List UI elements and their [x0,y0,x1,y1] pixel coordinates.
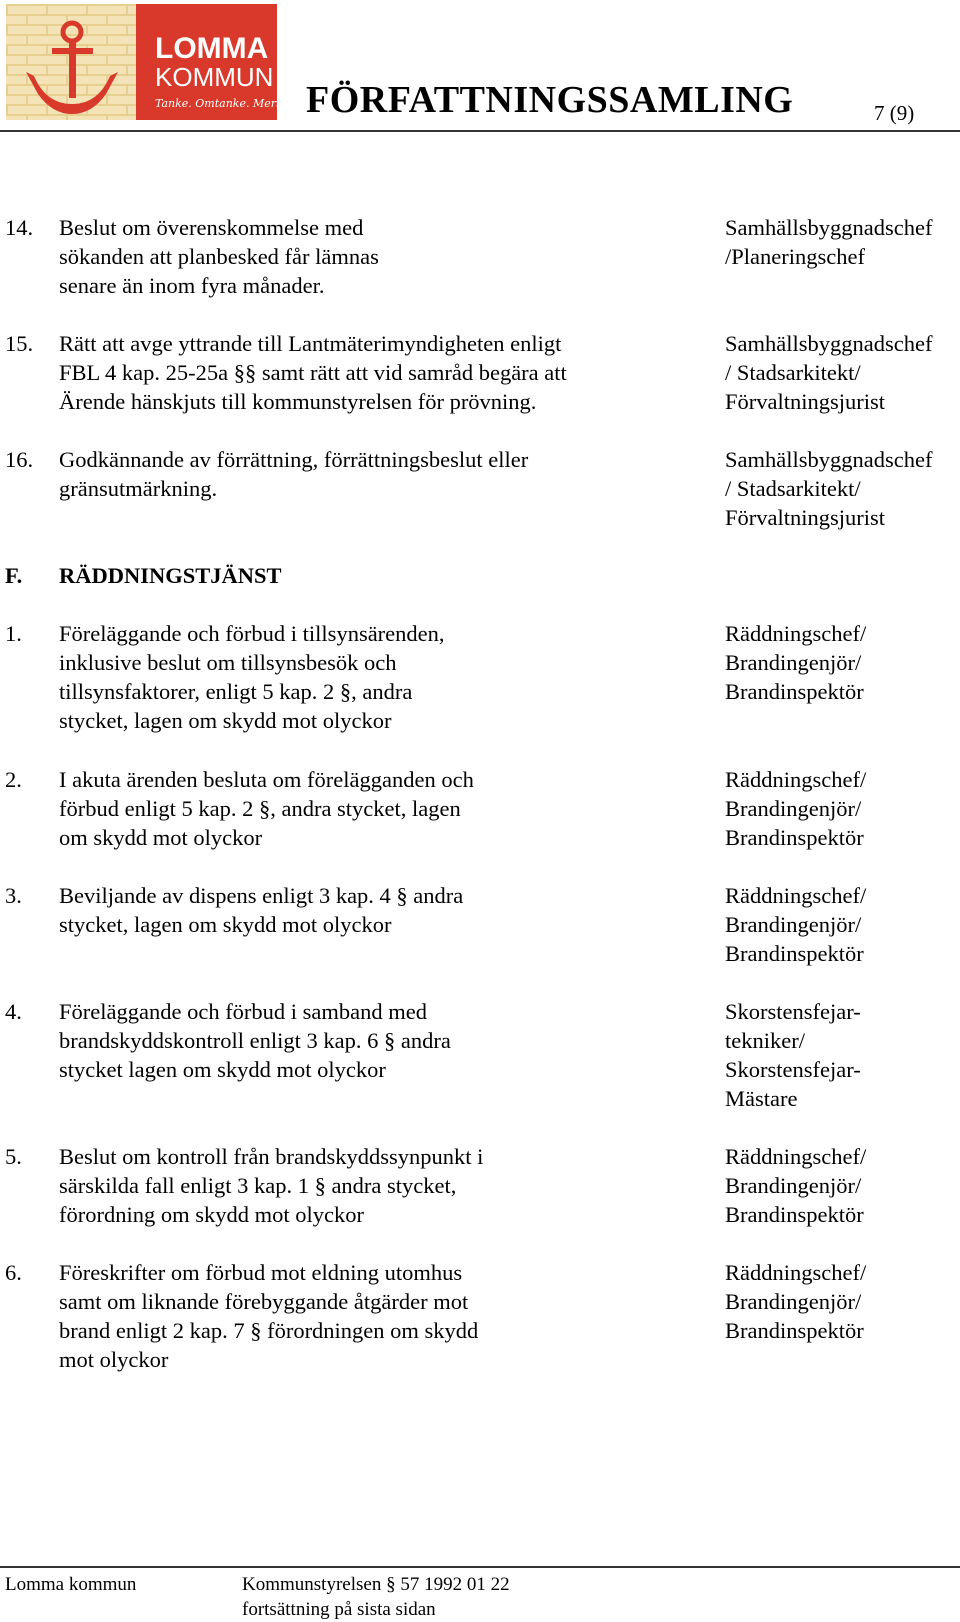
item-delegate: Räddningschef/ Brandingenjör/ Brandinspektör [725,1260,867,1343]
item-number: 2. [5,767,22,792]
footer-org: Lomma kommun [5,1574,137,1595]
item-delegate: Samhällsbyggnadschef /Planeringschef [725,215,933,269]
item-text: Föreläggande och förbud i samband med brandskyddskontroll enligt 3 kap. 6 § andra stycket lagen om skydd mot olyckor [59,999,451,1082]
svg-text:LOMMA: LOMMA [155,32,269,65]
item-delegate: Samhällsbyggnadschef / Stadsarkitekt/ Förvaltningsjurist [725,447,933,530]
item-text: Godkännande av förrättning, förrättningsbeslut eller gränsutmärkning. [59,447,529,501]
item-number: 16. [5,447,34,472]
item-text: Föreskrifter om förbud mot eldning utomhus samt om liknande förebyggande åtgärder mot brand enligt 2 kap. 7 § förordningen om skydd mot olyckor [59,1260,479,1372]
item-number: 6. [5,1260,22,1285]
item-number: 1. [5,621,22,646]
item-text: Beslut om kontroll från brandskyddssynpunkt i särskilda fall enligt 3 kap. 1 § andra stycket, förordning om skydd mot olyckor [59,1144,484,1227]
item-number: 3. [5,883,22,908]
page-number: 7 (9) [874,101,915,125]
document-title: FÖRFATTNINGSSAMLING [306,79,794,121]
section-letter: F. [5,563,23,588]
svg-text:Tanke. Omtanke. Mertanke!: Tanke. Omtanke. Mertanke! [155,97,312,110]
item-delegate: Skorstensfejar- tekniker/ Skorstensfejar- Mästare [725,999,861,1111]
item-text: Beslut om överenskommelse med sökanden att planbesked får lämnas senare än inom fyra månader. [59,215,379,298]
item-delegate: Räddningschef/ Brandingenjör/ Brandinspektör [725,1144,867,1227]
lomma-kommun-logo [6,4,312,120]
item-text: Beviljande av dispens enligt 3 kap. 4 § andra stycket, lagen om skydd mot olyckor [59,883,464,937]
item-text: Rätt att avge yttrande till Lantmäterimyndigheten enligt FBL 4 kap. 25-25a §§ samt rätt att vid samråd begära att Ärende hänskjuts till kommunstyrelsen för prövning. [59,331,567,414]
item-delegate: Räddningschef/ Brandingenjör/ Brandinspektör [725,767,867,850]
item-delegate: Räddningschef/ Brandingenjör/ Brandinspektör [725,621,867,704]
item-text: I akuta ärenden besluta om förelägganden och förbud enligt 5 kap. 2 §, andra stycket, lagen om skydd mot olyckor [59,767,474,850]
item-text: Föreläggande och förbud i tillsynsärenden, inklusive beslut om tillsynsbesök och tillsynsfaktorer, enligt 5 kap. 2 §, andra stycket, lagen om skydd mot olyckor [59,621,445,733]
item-number: 4. [5,999,22,1024]
footer-continuation: fortsättning på sista sidan [242,1599,436,1620]
item-number: 14. [5,215,34,240]
item-number: 15. [5,331,34,356]
item-delegate: Samhällsbyggnadschef / Stadsarkitekt/ Förvaltningsjurist [725,331,933,414]
section-title: RÄDDNINGSTJÄNST [59,563,282,588]
item-delegate: Räddningschef/ Brandingenjör/ Brandinspektör [725,883,867,966]
footer-divider [0,1566,960,1568]
item-number: 5. [5,1144,22,1169]
svg-text:KOMMUN: KOMMUN [155,62,274,92]
header-divider [0,130,960,132]
footer-reference: Kommunstyrelsen § 57 1992 01 22 [242,1574,510,1595]
